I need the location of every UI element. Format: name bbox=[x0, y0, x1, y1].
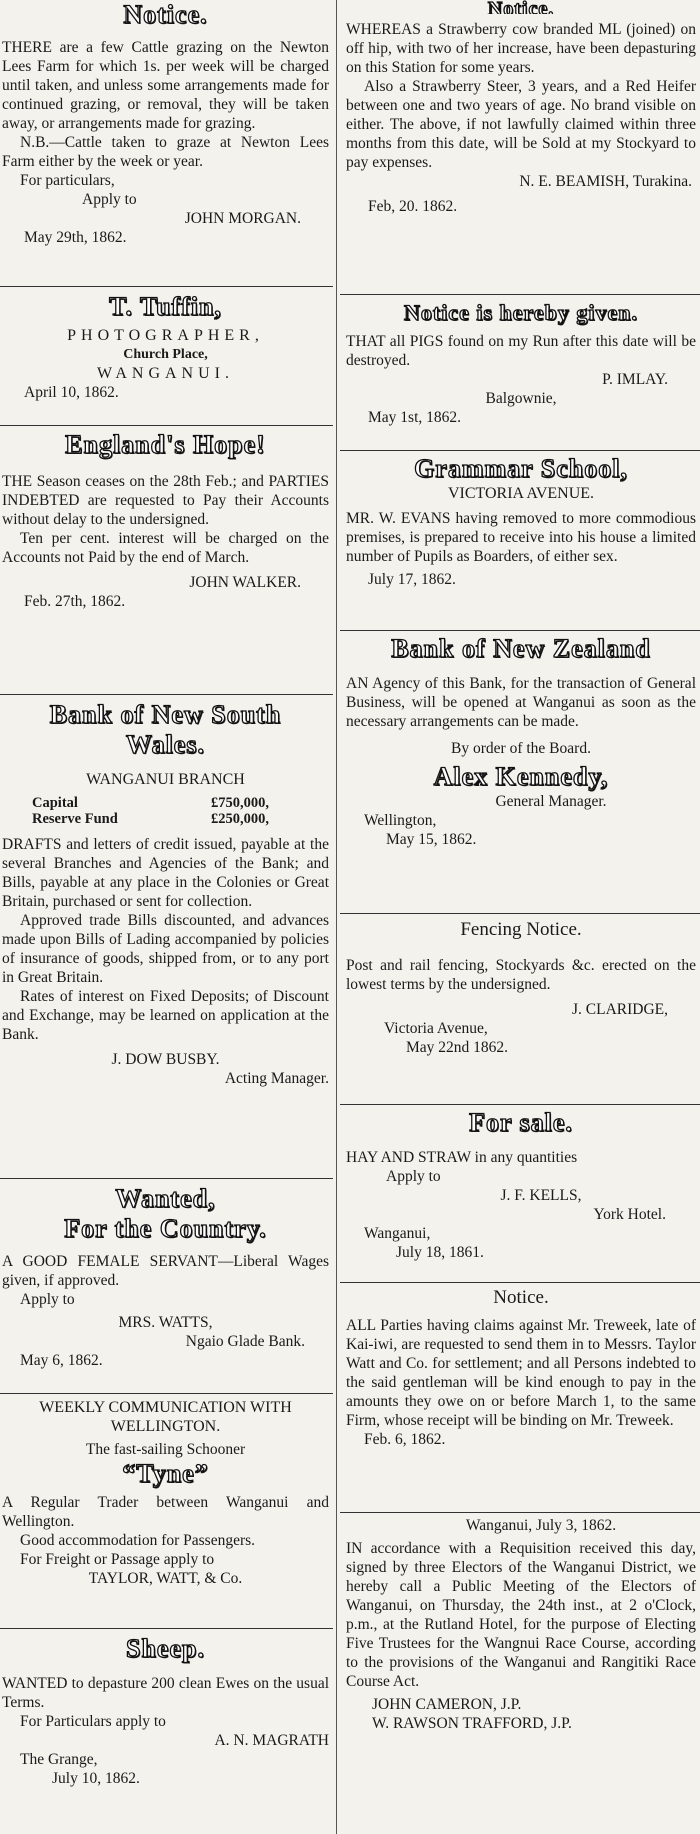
rule bbox=[0, 1178, 333, 1179]
ad-body-2: Also a Strawberry Steer, 3 years, and a Red Heifer between one and two years of age. No brand visible on either. The above, if not lawfully claimed within three months from this date, will be Sold at my Stockyard to pay expenses. bbox=[346, 78, 696, 171]
ad-heading: Bank of New South bbox=[49, 700, 282, 729]
reserve-label: Reserve Fund bbox=[32, 811, 118, 827]
rule bbox=[0, 1393, 333, 1394]
ad-apply: Apply to bbox=[386, 1168, 441, 1185]
ad-signature bbox=[346, 172, 696, 191]
ad-public-meeting bbox=[340, 1516, 700, 1733]
ad-date: July 10, 1862. bbox=[52, 1770, 140, 1787]
ad-bank-nsw bbox=[0, 700, 333, 1088]
ad-date: July 18, 1861. bbox=[396, 1244, 484, 1261]
ad-date: July 17, 1862. bbox=[368, 571, 456, 588]
ad-for-sale bbox=[340, 1108, 700, 1262]
rule bbox=[0, 694, 333, 695]
rule bbox=[340, 630, 700, 631]
ad-apply: Apply to bbox=[82, 191, 137, 208]
capital-label: Capital bbox=[32, 795, 78, 811]
ad-apply: Apply to bbox=[20, 1291, 75, 1308]
ad-branch: WANGANUI BRANCH bbox=[86, 771, 245, 788]
capital-value: £750,000, bbox=[211, 795, 269, 811]
ad-body: Post and rail fencing, Stockyards &c. erected on the lowest terms by the undersigned. bbox=[346, 957, 696, 993]
ad-heading: Notice. bbox=[123, 0, 208, 29]
ad-note: N.B.—Cattle taken to graze at Newton Lees Farm either by the week or year. bbox=[2, 134, 329, 170]
ad-strawberry-notice bbox=[340, 0, 700, 216]
ad-place: Balgownie, bbox=[485, 390, 557, 407]
ad-wanted bbox=[0, 1184, 333, 1370]
ad-heading: Notice. bbox=[493, 1287, 549, 1308]
signature-place: Turakina. bbox=[632, 173, 692, 190]
ad-body: AN Agency of this Bank, for the transaction of General Business, will be opened at Wanganui as soon as the necessary arrangements can be made. bbox=[346, 675, 696, 730]
ad-body-2: Approved trade Bills discounted, and advances made upon Bills of Lading accompanied by policies of insurance of goods, shipped from, or to any port in Great Britain. bbox=[2, 912, 329, 986]
ad-subheading: VICTORIA AVENUE. bbox=[447, 485, 595, 502]
ad-pigs-notice bbox=[340, 298, 700, 427]
ad-fencing bbox=[340, 918, 700, 1057]
ad-particulars: For particulars, bbox=[20, 172, 115, 189]
ad-bank-nz bbox=[340, 634, 700, 849]
ad-place: Ngaio Glade Bank. bbox=[185, 1333, 305, 1350]
ad-date: April 10, 1862. bbox=[24, 384, 119, 401]
ad-body: A Regular Trader between Wanganui and Wellington. bbox=[2, 1494, 329, 1530]
ad-heading: England's Hope! bbox=[65, 430, 266, 459]
reserve-row bbox=[2, 811, 329, 827]
rule bbox=[0, 425, 333, 426]
ad-date: May 15, 1862. bbox=[386, 831, 477, 848]
ad-trade: PHOTOGRAPHER, bbox=[67, 327, 264, 344]
ad-signature: P. IMLAY. bbox=[602, 371, 668, 388]
ship-name: “Tyne” bbox=[122, 1459, 209, 1488]
ad-date: May 22nd 1862. bbox=[406, 1039, 509, 1056]
ad-body: THE Season ceases on the 28th Feb.; and PARTIES INDEBTED are requested to Pay their Accounts without delay to the undersigned. bbox=[2, 473, 329, 528]
ad-name: J. F. KELLS, bbox=[500, 1187, 582, 1204]
ad-dateline: Wanganui, July 3, 1862. bbox=[465, 1517, 617, 1534]
reserve-value: £250,000, bbox=[211, 811, 269, 827]
ad-cattle-notice bbox=[0, 0, 333, 247]
rule bbox=[340, 294, 700, 295]
ad-place: The Grange, bbox=[20, 1751, 98, 1768]
ad-signature: TAYLOR, WATT, & Co. bbox=[88, 1570, 243, 1587]
ad-line: The fast-sailing Schooner bbox=[85, 1441, 246, 1458]
ad-body: DRAFTS and letters of credit issued, payable at the several Branches and Agencies of the Bank; and Bills, payable at any place in the Colonies or Great Britain, purchased or sent for collection. bbox=[2, 836, 329, 910]
ad-heading: Sheep. bbox=[126, 1634, 205, 1663]
ad-body-3: Rates of interest on Fixed Deposits; of Discount and Exchange, may be learned on application at the Bank. bbox=[2, 988, 329, 1043]
ad-heading: T. Tuffin, bbox=[109, 292, 222, 321]
ad-sheep bbox=[0, 1634, 333, 1788]
rule bbox=[0, 286, 333, 287]
ad-body: HAY AND STRAW in any quantities bbox=[346, 1149, 578, 1166]
ad-tuffin bbox=[0, 292, 333, 402]
ad-title: Acting Manager. bbox=[224, 1070, 329, 1087]
ad-body: A GOOD FEMALE SERVANT—Liberal Wages given, if approved. bbox=[2, 1253, 329, 1289]
column-divider bbox=[336, 0, 337, 1834]
ad-place: Wanganui, bbox=[364, 1225, 431, 1242]
ad-heading: Notice is hereby given. bbox=[403, 300, 638, 325]
rule bbox=[340, 1282, 700, 1283]
ad-body: THERE are a few Cattle grazing on the Newton Lees Farm for which 1s. per week will be charged until taken, and unless some arrangements made for continued grazing, or removal, they will be taken away, or arrangements made for grazing. bbox=[2, 39, 329, 132]
ad-date: May 29th, 1862. bbox=[24, 229, 127, 246]
ad-heading-2: Wales. bbox=[126, 730, 205, 759]
ad-heading: Grammar School, bbox=[414, 454, 628, 483]
ad-signature: J. CLARIDGE, bbox=[571, 1001, 668, 1018]
ad-heading: Bank of New Zealand bbox=[391, 634, 651, 663]
ad-treweek-notice bbox=[340, 1286, 700, 1449]
rule bbox=[340, 1104, 700, 1105]
ad-signature: JOHN MORGAN. bbox=[184, 210, 301, 227]
ad-signature-1: JOHN CAMERON, J.P. bbox=[372, 1696, 522, 1713]
ad-signature: A. N. MAGRATH bbox=[214, 1732, 329, 1749]
ad-body: WHEREAS a Strawberry cow branded ML (joined) on off hip, with two of her increase, have been depasturing on this Station for some years. bbox=[346, 21, 696, 76]
ad-signature: J. DOW BUSBY. bbox=[111, 1051, 220, 1068]
ad-englands-hope bbox=[0, 430, 333, 611]
ad-place: Victoria Avenue, bbox=[384, 1020, 488, 1037]
ad-heading: Fencing Notice. bbox=[460, 919, 582, 940]
ad-address: Church Place, bbox=[123, 347, 208, 362]
ad-heading: Wanted, bbox=[115, 1184, 216, 1213]
ad-body-3: For Freight or Passage apply to bbox=[20, 1551, 215, 1568]
rule bbox=[340, 1512, 700, 1513]
ad-body: MR. W. EVANS having removed to more commodious premises, is prepared to receive into his house a limited number of Pupils as Boarders, of either sex. bbox=[346, 510, 696, 565]
ad-order: By order of the Board. bbox=[451, 740, 591, 757]
rule bbox=[0, 1628, 333, 1629]
ad-place-2: York Hotel. bbox=[593, 1206, 666, 1223]
ad-body: IN accordance with a Requisition received this day, signed by three Electors of the Wanganui District, we hereby call a Public Meeting of the Electors of Wanganui, on Thursday, the 24th inst., at 2 o'Clock, p.m., at the Rutland Hotel, for the purpose of Electing Five Trustees for the Wangnui Race Course, according to the provisions of the Wanganui and Rangitiki Race Course Act. bbox=[346, 1540, 696, 1690]
ad-weekly-schooner bbox=[0, 1398, 333, 1588]
ad-signature-2: W. RAWSON TRAFFORD, J.P. bbox=[372, 1715, 572, 1732]
ad-heading: For sale. bbox=[469, 1108, 573, 1137]
rule bbox=[340, 913, 700, 914]
ad-place: Wellington, bbox=[364, 812, 437, 829]
ad-body: ALL Parties having claims against Mr. Treweek, late of Kai-iwi, are requested to send them in to Messrs. Taylor Watt and Co. for settlement; and all Persons indebted to the said gentleman will be kind enough to pay in the amounts they owe on or before March 1, to the same Firm, whose receipt will be binding on Mr. Treweek. bbox=[346, 1317, 696, 1429]
signature-name: N. E. BEAMISH, bbox=[519, 173, 630, 190]
ad-body: THAT all PIGS found on my Run after this date will be destroyed. bbox=[346, 333, 696, 369]
ad-heading-2: WELLINGTON. bbox=[110, 1418, 221, 1435]
ad-date: Feb. 27th, 1862. bbox=[24, 593, 126, 610]
rule bbox=[340, 450, 700, 451]
ad-signature: Alex Kennedy, bbox=[433, 762, 609, 791]
ad-grammar-school bbox=[340, 454, 700, 589]
capital-row bbox=[2, 795, 329, 811]
ad-date: Feb. 6, 1862. bbox=[364, 1431, 446, 1448]
ad-body-2: Ten per cent. interest will be charged on the Accounts not Paid by the end of March. bbox=[2, 530, 329, 566]
ad-body: WANTED to depasture 200 clean Ewes on the usual Terms. bbox=[2, 1675, 329, 1711]
ad-date: Feb, 20. 1862. bbox=[368, 198, 458, 215]
ad-title: General Manager. bbox=[495, 793, 607, 810]
ad-body-2: Good accommodation for Passengers. bbox=[20, 1532, 256, 1549]
ad-date: May 6, 1862. bbox=[20, 1352, 103, 1369]
ad-body-2: For Particulars apply to bbox=[20, 1713, 166, 1730]
ad-date: May 1st, 1862. bbox=[368, 409, 461, 426]
ad-signature: JOHN WALKER. bbox=[189, 574, 301, 591]
ad-town: WANGANUI. bbox=[97, 365, 234, 382]
ad-heading-2: For the Country. bbox=[64, 1214, 267, 1243]
ad-heading: Notice. bbox=[487, 0, 555, 14]
ad-name: MRS. WATTS, bbox=[118, 1314, 213, 1331]
ad-heading: WEEKLY COMMUNICATION WITH bbox=[39, 1399, 292, 1416]
